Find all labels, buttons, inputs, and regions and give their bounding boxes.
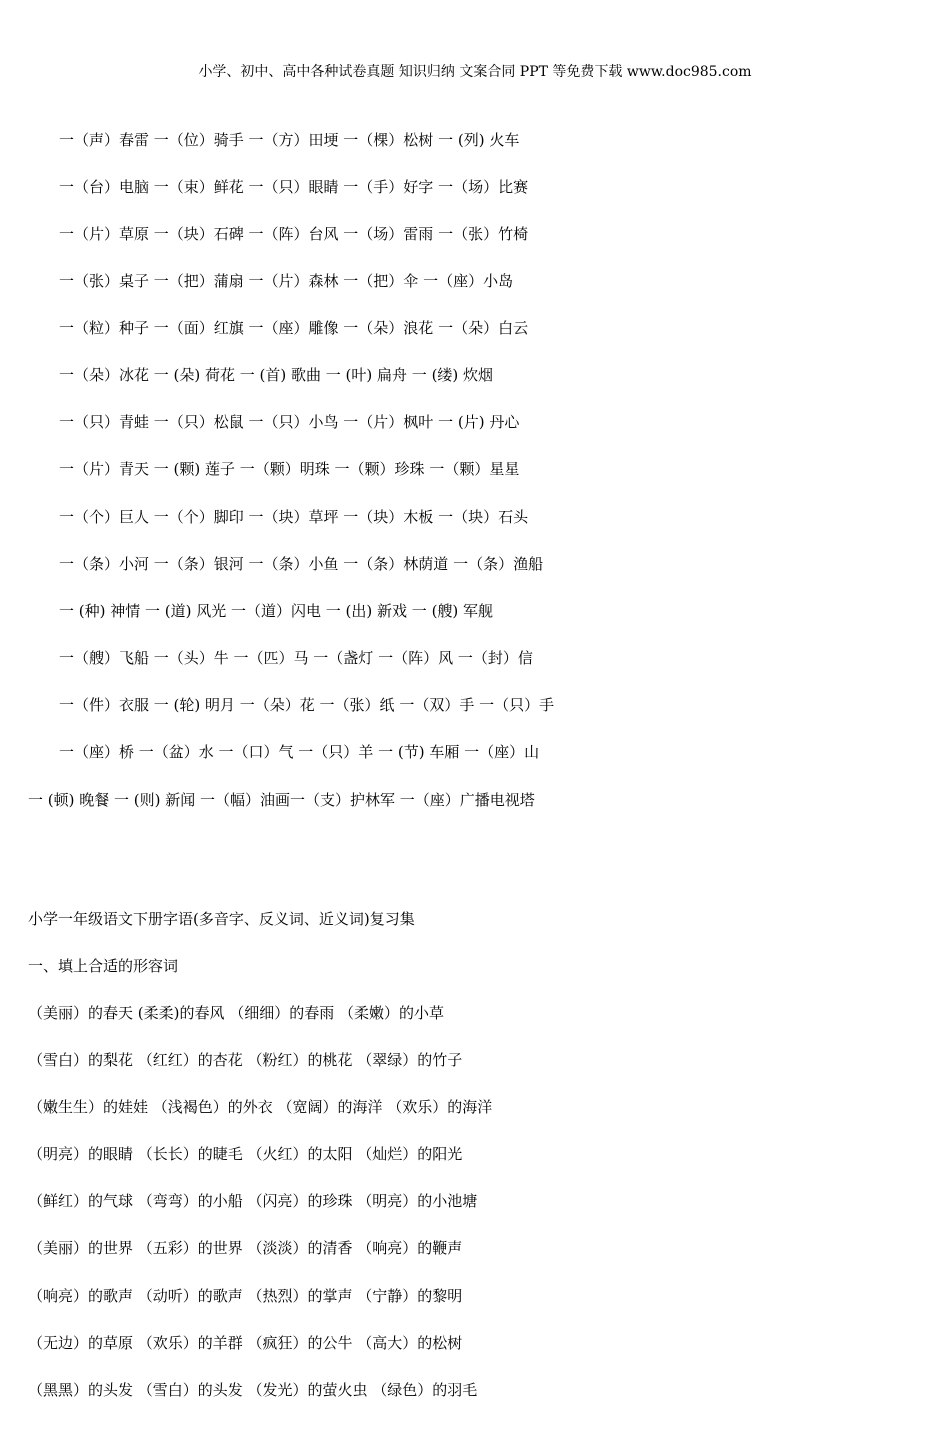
measure-word-line: 一（台）电脑 一（束）鲜花 一（只）眼睛 一（手）好字 一（场）比赛	[59, 178, 529, 196]
adjective-line: （美丽）的世界 （五彩）的世界 （淡淡）的清香 （响亮）的鞭声	[28, 1239, 463, 1257]
measure-word-line: 一（粒）种子 一（面）红旗 一（座）雕像 一（朵）浪花 一（朵）白云	[59, 319, 529, 337]
section-title: 小学一年级语文下册字语(多音字、反义词、近义词)复习集	[28, 910, 415, 928]
adjective-line: （明亮）的眼睛 （长长）的睫毛 （火红）的太阳 （灿烂）的阳光	[28, 1145, 463, 1163]
measure-word-line: 一（张）桌子 一（把）蒲扇 一（片）森林 一（把）伞 一（座）小岛	[59, 272, 514, 290]
section-subtitle: 一、填上合适的形容词	[28, 957, 179, 975]
measure-word-line: 一 (种) 神情 一 (道) 风光 一（道）闪电 一 (出) 新戏 一 (艘) 军舰	[59, 602, 494, 620]
adjective-line: （黑黑）的头发 （雪白）的头发 （发光）的萤火虫 （绿色）的羽毛	[28, 1381, 478, 1399]
measure-word-line: 一（座）桥 一（盆）水 一（口）气 一（只）羊 一 (节) 车厢 一（座）山	[59, 743, 540, 761]
measure-word-line: 一（条）小河 一（条）银河 一（条）小鱼 一（条）林荫道 一（条）渔船	[59, 555, 544, 573]
adjective-line: （响亮）的歌声 （动听）的歌声 （热烈）的掌声 （宁静）的黎明	[28, 1287, 463, 1305]
measure-word-line: 一（件）衣服 一 (轮) 明月 一（朵）花 一（张）纸 一（双）手 一（只）手	[59, 696, 555, 714]
adjective-line: （嫩生生）的娃娃 （浅褐色）的外衣 （宽阔）的海洋 （欢乐）的海洋	[28, 1098, 493, 1116]
measure-word-line: 一 (顿) 晚餐 一 (则) 新闻 一（幅）油画一（支）护林军 一（座）广播电视塔	[28, 791, 535, 809]
adjective-line: （鲜红）的气球 （弯弯）的小船 （闪亮）的珍珠 （明亮）的小池塘	[28, 1192, 478, 1210]
measure-word-line: 一（片）草原 一（块）石碑 一（阵）台风 一（场）雷雨 一（张）竹椅	[59, 225, 529, 243]
measure-word-line: 一（声）春雷 一（位）骑手 一（方）田埂 一（棵）松树 一 (列) 火车	[59, 131, 520, 149]
adjective-line: （雪白）的梨花 （红红）的杏花 （粉红）的桃花 （翠绿）的竹子	[28, 1051, 463, 1069]
measure-word-line: 一（只）青蛙 一（只）松鼠 一（只）小鸟 一（片）枫叶 一 (片) 丹心	[59, 413, 520, 431]
measure-word-line: 一（朵）冰花 一 (朵) 荷花 一 (首) 歌曲 一 (叶) 扁舟 一 (缕) 炊烟	[59, 366, 494, 384]
measure-word-line: 一（片）青天 一 (颗) 莲子 一（颗）明珠 一（颗）珍珠 一（颗）星星	[59, 460, 520, 478]
adjective-line: （美丽）的春天 (柔柔)的春风 （细细）的春雨 （柔嫩）的小草	[28, 1004, 445, 1022]
measure-word-line: 一（个）巨人 一（个）脚印 一（块）草坪 一（块）木板 一（块）石头	[59, 508, 529, 526]
measure-word-line: 一（艘）飞船 一（头）牛 一（匹）马 一（盏灯 一（阵）风 一（封）信	[59, 649, 533, 667]
adjective-line: （无边）的草原 （欢乐）的羊群 （疯狂）的公牛 （高大）的松树	[28, 1334, 463, 1352]
page-header: 小学、初中、高中各种试卷真题 知识归纳 文案合同 PPT 等免费下载 www.doc985.com	[198, 64, 752, 80]
